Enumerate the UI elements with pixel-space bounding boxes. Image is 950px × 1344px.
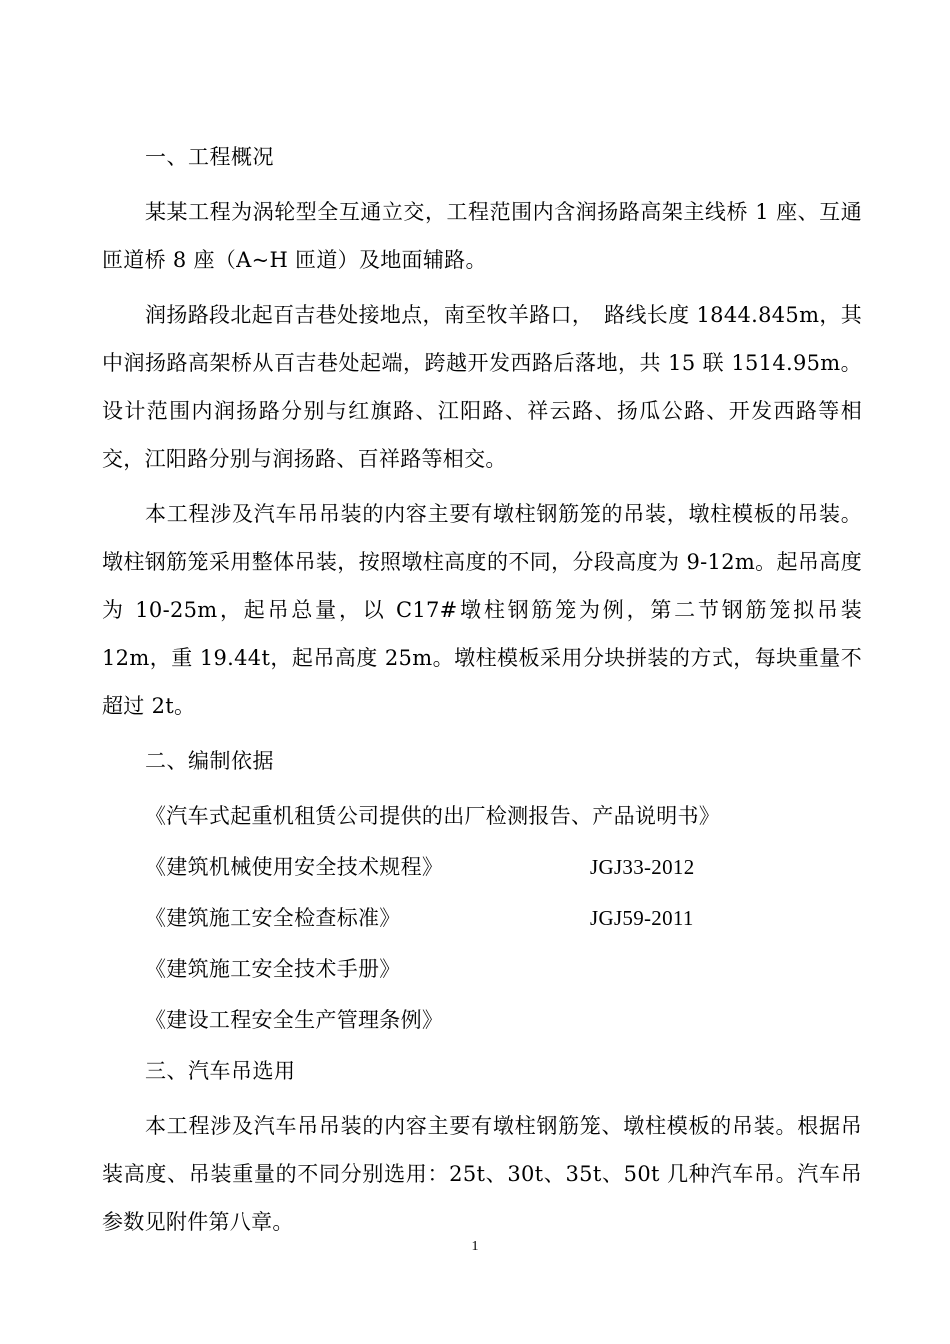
page-number: 1 <box>471 1239 479 1254</box>
paragraph-crane-selection: 本工程涉及汽车吊吊装的内容主要有墩柱钢筋笼、墩柱模板的吊装。根据吊装高度、吊装重量的不同分别选用：25t、30t、35t、50t 几种汽车吊。汽车吊参数见附件第八章。 <box>102 1114 862 1234</box>
reference-title: 《建筑机械使用安全技术规程》 <box>145 855 444 879</box>
reference-title: 《建筑施工安全检查标准》 <box>145 906 401 930</box>
reference-item <box>102 843 862 891</box>
section-heading-overview: 一、工程概况 <box>145 145 274 169</box>
reference-code: JGJ59-2011 <box>590 906 694 930</box>
reference-item <box>102 792 862 840</box>
reference-item <box>102 894 862 942</box>
document-body <box>102 133 862 1253</box>
reference-item <box>102 996 862 1044</box>
paragraph-overview-2: 润扬路段北起百吉巷处接地点，南至牧羊路口， 路线长度 1844.845m，其中润扬路高架桥从百吉巷处起端，跨越开发西路后落地，共 15 联 1514.95m。设计范围内润扬路分别与红旗路、江阳路、祥云路、扬瓜公路、开发西路等相交，江阳路分别与润扬路、百祥路等相交。 <box>102 303 862 471</box>
section-heading-basis: 二、编制依据 <box>145 749 274 773</box>
paragraph-overview-3: 本工程涉及汽车吊吊装的内容主要有墩柱钢筋笼的吊装，墩柱模板的吊装。墩柱钢筋笼采用整体吊装，按照墩柱高度的不同，分段高度为 9-12m。起吊高度为 10-25m，起吊总量，以 C17#墩柱钢筋笼为例，第二节钢筋笼拟吊装 12m，重 19.44t，起吊高度 25m。墩柱模板采用分块拼装的方式，每块重量不超过 2t。 <box>102 502 862 718</box>
section-heading-crane-selection: 三、汽车吊选用 <box>145 1059 296 1083</box>
reference-title: 《建筑施工安全技术手册》 <box>145 957 401 981</box>
reference-code: JGJ33-2012 <box>590 855 695 879</box>
reference-item <box>102 945 862 993</box>
reference-title: 《建设工程安全生产管理条例》 <box>145 1008 444 1032</box>
reference-title: 《汽车式起重机租赁公司提供的出厂检测报告、产品说明书》 <box>145 804 721 828</box>
paragraph-overview-1: 某某工程为涡轮型全互通立交，工程范围内含润扬路高架主线桥 1 座、互通匝道桥 8 座（A~H 匝道）及地面辅路。 <box>102 200 862 272</box>
